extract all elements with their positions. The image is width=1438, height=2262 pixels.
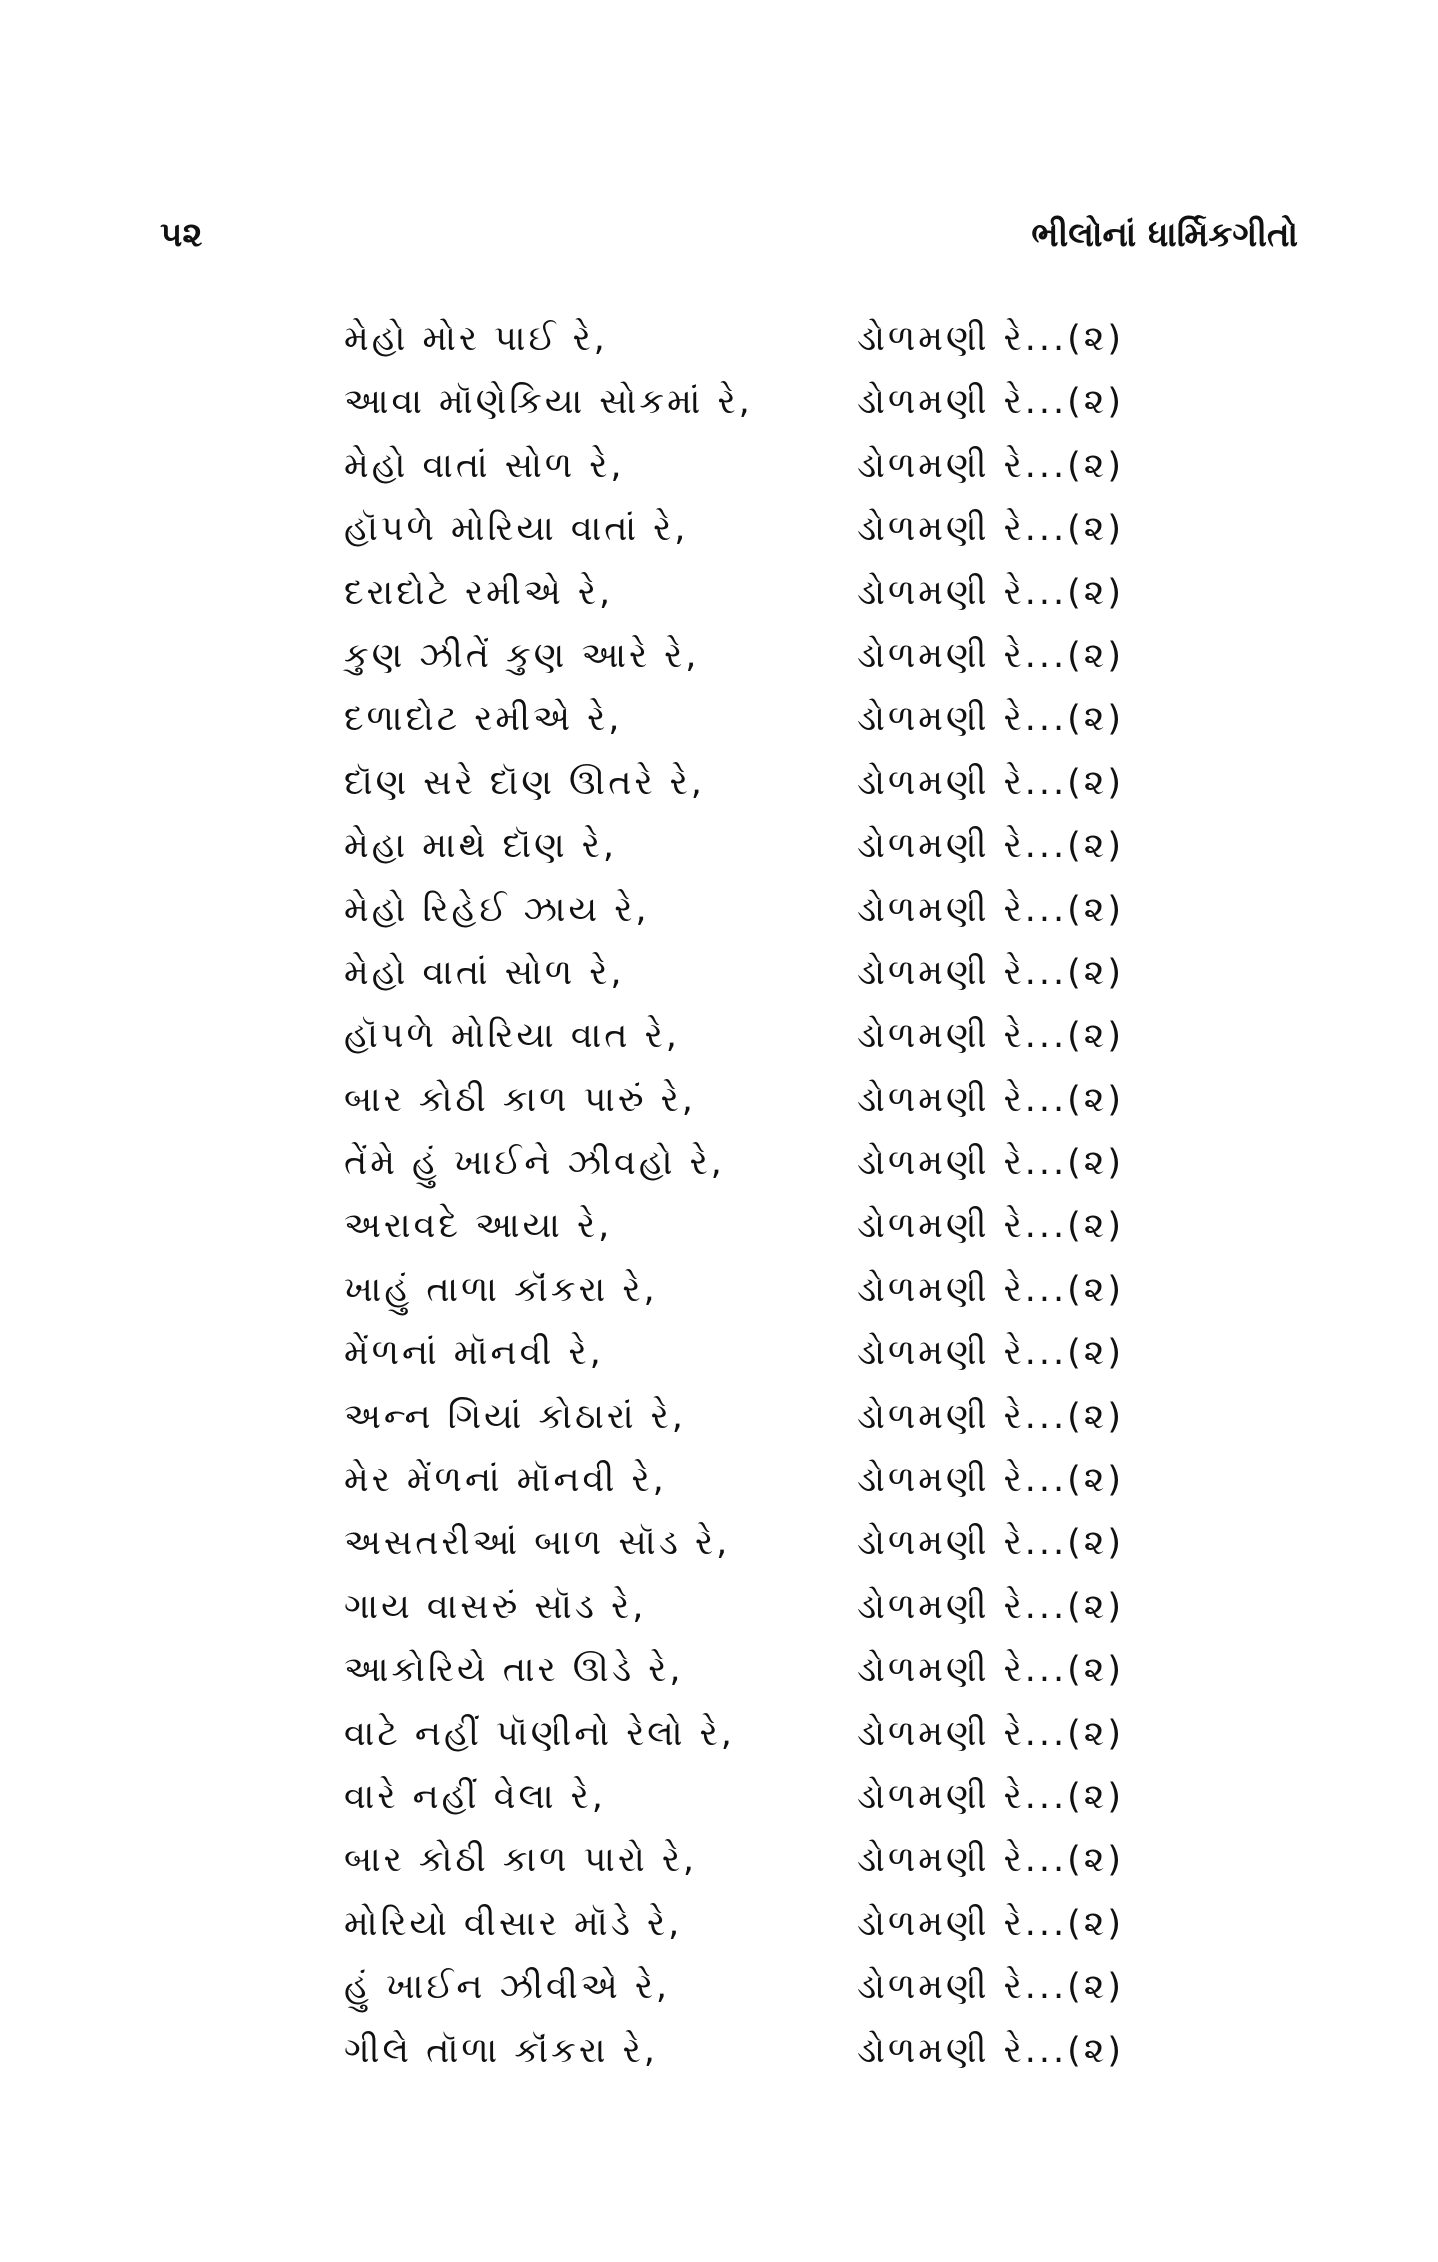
verse-line [344, 308, 1124, 371]
verse-line [344, 1322, 1124, 1385]
verse-line-text: વાટે નહીં પૉણીનો રેલો રે, [344, 1713, 735, 1754]
verse-line-text: વારે નહીં વેલા રે, [344, 1776, 606, 1817]
verse-line [344, 1132, 1124, 1195]
verse-line [344, 625, 1124, 688]
verse-refrain: ડોળમણી રે...(૨) [857, 699, 1124, 740]
verse-refrain: ડોળમણી રે...(૨) [857, 889, 1124, 930]
verse-line-text: આવા મૉણેકિયા સોકમાં રે, [344, 382, 753, 423]
verse-line-text: ગીલે તૉળા કૉંકરા રે, [344, 2030, 658, 2071]
verse-refrain: ડોળમણી રે...(૨) [857, 1333, 1124, 1374]
verse-line-text: હું ખાઈન ઝીવીએ રે, [344, 1967, 671, 2008]
verse-line [344, 688, 1124, 751]
verse-line-text: મોરિયો વીસાર મૉડે રે, [344, 1903, 683, 1944]
verse-line [344, 1386, 1124, 1449]
verse-refrain: ડોળમણી રે...(૨) [857, 1713, 1124, 1754]
verse-refrain: ડોળમણી રે...(૨) [857, 635, 1124, 676]
verse-refrain: ડોળમણી રે...(૨) [857, 1776, 1124, 1817]
verse-line-text: આકોરિયે તાર ઊડે રે, [344, 1650, 684, 1691]
verse-line [344, 1703, 1124, 1766]
verse-refrain: ડોળમણી રે...(૨) [857, 1586, 1124, 1627]
verse-refrain: ડોળમણી રે...(૨) [857, 509, 1124, 550]
verse-line [344, 1639, 1124, 1702]
verse-line-text: મેર મેંળનાં મૉનવી રે, [344, 1460, 667, 1501]
verse-line [344, 435, 1124, 498]
verse-line-text: અન્ન ગિયાં કોઠારાં રે, [344, 1396, 686, 1437]
verse-refrain: ડોળમણી રે...(૨) [857, 1523, 1124, 1564]
verse-refrain: ડોળમણી રે...(૨) [857, 1903, 1124, 1944]
verse-refrain: ડોળમણી રે...(૨) [857, 1967, 1124, 2008]
verse-line [344, 498, 1124, 561]
verse-line-text: મેહો વાતાં સોળ રે, [344, 952, 625, 993]
verse-line [344, 371, 1124, 434]
verse-line-text: ખાહું તાળા કૉંકરા રે, [344, 1269, 658, 1310]
verse-line [344, 1576, 1124, 1639]
verse-line [344, 1512, 1124, 1575]
verse-line-text: બાર કોઠી કાળ પારું રે, [344, 1079, 696, 1120]
verse-line [344, 942, 1124, 1005]
verse-line [344, 1449, 1124, 1512]
verse-refrain: ડોળમણી રે...(૨) [857, 1650, 1124, 1691]
verse-line-text: દૉણ સરે દૉણ ઊતરે રે, [344, 762, 705, 803]
verse-line [344, 1195, 1124, 1258]
verse-refrain: ડોળમણી રે...(૨) [857, 1269, 1124, 1310]
verse-refrain: ડોળમણી રે...(૨) [857, 2030, 1124, 2071]
verse-line-text: મેહો મોર પાઈ રે, [344, 319, 608, 359]
verse-refrain: ડોળમણી રે...(૨) [857, 1016, 1124, 1057]
verse-refrain: ડોળમણી રે...(૨) [857, 1840, 1124, 1881]
verse-line-text: મેહા માથે દૉણ રે, [344, 826, 618, 867]
verse-refrain: ડોળમણી રે...(૨) [857, 382, 1124, 423]
song-verse [344, 308, 1124, 2083]
verse-line [344, 1829, 1124, 1892]
verse-line [344, 879, 1124, 942]
verse-line-text: કુણ ઝીતેં કુણ આરે રે, [344, 635, 700, 676]
verse-refrain: ડોળમણી રે...(૨) [857, 1460, 1124, 1501]
verse-line-text: અસતરીઆં બાળ સૉડ રે, [344, 1523, 731, 1564]
verse-line-text: અરાવદે આયા રે, [344, 1206, 613, 1247]
verse-line [344, 1005, 1124, 1068]
verse-line-text: દળાદોટ રમીએ રે, [344, 699, 623, 740]
verse-line [344, 1956, 1124, 2019]
verse-refrain: ડોળમણી રે...(૨) [857, 1396, 1124, 1437]
verse-line-text: હૉપળે મોરિયા વાતાં રે, [344, 509, 689, 550]
verse-line [344, 815, 1124, 878]
verse-line [344, 562, 1124, 625]
verse-refrain: ડોળમણી રે...(૨) [857, 762, 1124, 803]
verse-refrain: ડોળમણી રે...(૨) [857, 572, 1124, 613]
verse-line-text: મેંળનાં મૉનવી રે, [344, 1333, 604, 1374]
verse-line-text: દરાદોટે રમીએ રે, [344, 572, 614, 613]
verse-refrain: ડોળમણી રે...(૨) [857, 445, 1124, 486]
page-number: ૫૨ [160, 215, 203, 255]
verse-refrain: ડોળમણી રે...(૨) [857, 952, 1124, 993]
verse-line [344, 1766, 1124, 1829]
verse-line-text: તેંમે હું ખાઈને ઝીવહો રે, [344, 1143, 725, 1184]
verse-line [344, 1069, 1124, 1132]
verse-line-text: મેહો રિહેઈ ઝાય રે, [344, 889, 650, 930]
verse-line-text: મેહો વાતાં સોળ રે, [344, 445, 625, 486]
running-head: ભીલોનાં ધાર્મિકગીતો [1031, 215, 1298, 255]
verse-line [344, 1893, 1124, 1956]
verse-line-text: ગાય વાસરું સૉડ રે, [344, 1586, 647, 1627]
verse-refrain: ડોળમણી રે...(૨) [857, 1143, 1124, 1184]
verse-refrain: ડોળમણી રે...(૨) [857, 1206, 1124, 1247]
verse-refrain: ડોળમણી રે...(૨) [857, 319, 1124, 359]
verse-refrain: ડોળમણી રે...(૨) [857, 826, 1124, 867]
verse-line [344, 752, 1124, 815]
verse-line [344, 2020, 1124, 2083]
verse-line-text: બાર કોઠી કાળ પારો રે, [344, 1840, 698, 1881]
verse-line [344, 1259, 1124, 1322]
verse-line-text: હૉપળે મોરિયા વાત રે, [344, 1016, 680, 1057]
verse-refrain: ડોળમણી રે...(૨) [857, 1079, 1124, 1120]
